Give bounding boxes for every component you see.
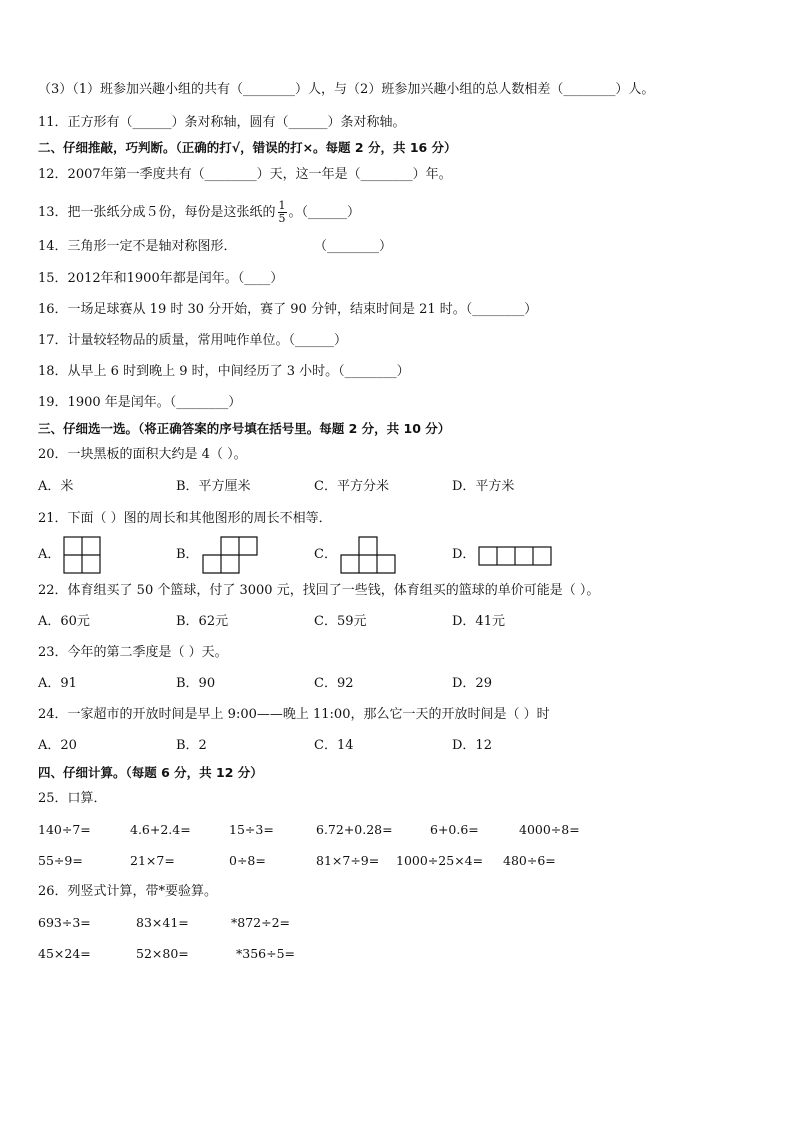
q22-option-a: A．60元 — [38, 614, 90, 629]
question-14-blank: （________） — [314, 239, 393, 254]
q23-option-c: C．92 — [314, 676, 354, 691]
oral-calc-item: 4.6+2.4= — [130, 822, 191, 837]
q24-option-d: D．12 — [452, 738, 492, 753]
q21-option-a: A． — [38, 547, 61, 562]
question-12: 12．2007年第一季度共有（________）天，这一年是（________）年。 — [38, 167, 452, 182]
question-13-text: 13．把一张纸分成５份，每份是这张纸的 — [38, 205, 276, 220]
q20-option-d: D．平方米 — [452, 479, 515, 494]
q24-option-b: B．2 — [176, 738, 207, 753]
section-3-heading: 三、仔细选一选。（将正确答案的序号填在括号里。每题 2 分，共 10 分） — [38, 421, 451, 436]
q21-option-b: B． — [176, 547, 199, 562]
oral-calc-item: 15÷3= — [229, 822, 274, 837]
q21-option-d: D． — [452, 547, 476, 562]
figure-a-square-grid — [63, 536, 101, 574]
question-24: 24．一家超市的开放时间是早上 9:00——晚上 11:00，那么它一天的开放时间是（ ）时 — [38, 707, 550, 722]
q24-option-c: C．14 — [314, 738, 354, 753]
q22-option-c: C．59元 — [314, 614, 367, 629]
oral-calc-item: 6.72+0.28= — [316, 822, 393, 837]
q20-option-a: A．米 — [38, 479, 74, 494]
question-14: 14．三角形一定不是轴对称图形． — [38, 239, 237, 254]
vertical-calc-item: 45×24= — [38, 946, 91, 961]
figure-c-t-shape — [340, 536, 396, 574]
q20-option-b: B．平方厘米 — [176, 479, 251, 494]
question-10-part-3: （3）（1）班参加兴趣小组的共有（________）人，与（2）班参加兴趣小组的总人数相差（________）人。 — [38, 82, 655, 97]
q20-option-c: C．平方分米 — [314, 479, 389, 494]
question-19: 19．1900 年是闰年。（________） — [38, 395, 242, 410]
oral-calc-item: 4000÷8= — [519, 822, 580, 837]
oral-calc-item: 21×7= — [130, 853, 175, 868]
question-26: 26．列竖式计算，带*要验算。 — [38, 884, 218, 899]
oral-calc-item: 140÷7= — [38, 822, 91, 837]
q24-option-a: A．20 — [38, 738, 77, 753]
q23-option-d: D．29 — [452, 676, 492, 691]
oral-calc-item: 55÷9= — [38, 853, 83, 868]
vertical-calc-item: *356÷5= — [236, 946, 296, 961]
oral-calc-item: 480÷6= — [503, 853, 556, 868]
fraction-one-fifth — [278, 200, 287, 225]
oral-calc-item: 6+0.6= — [430, 822, 479, 837]
oral-calc-item: 81×7÷9= — [316, 853, 380, 868]
q21-option-c: C． — [314, 547, 337, 562]
question-17: 17．计量较轻物品的质量，常用吨作单位。（______） — [38, 333, 348, 348]
question-20: 20．一块黑板的面积大约是 4（ ）。 — [38, 447, 247, 462]
vertical-calc-item: 83×41= — [136, 915, 189, 930]
fraction-denominator: 5 — [278, 212, 286, 225]
question-23: 23．今年的第二季度是（ ）天。 — [38, 645, 228, 660]
q22-option-d: D．41元 — [452, 614, 505, 629]
question-11: 11．正方形有（______）条对称轴，圆有（______）条对称轴。 — [38, 115, 406, 130]
vertical-calc-item: *872÷2= — [231, 915, 291, 930]
question-21: 21．下面（ ）图的周长和其他图形的周长不相等． — [38, 511, 332, 526]
figure-b-stepped-shape — [202, 536, 258, 574]
fraction-numerator: 1 — [278, 199, 286, 212]
figure-d-row-of-squares — [478, 546, 554, 568]
section-4-heading: 四、仔细计算。（每题 6 分，共 12 分） — [38, 765, 263, 780]
q23-option-b: B．90 — [176, 676, 216, 691]
question-22: 22．体育组买了 50 个篮球，付了 3000 元，找回了一些钱，体育组买的篮球的单价可能是（ ）。 — [38, 583, 600, 598]
question-13-blank: 。（______） — [288, 205, 361, 220]
vertical-calc-item: 52×80= — [136, 946, 189, 961]
section-2-heading: 二、仔细推敲，巧判断。（正确的打√，错误的打×。每题 2 分，共 16 分） — [38, 140, 457, 155]
q23-option-a: A．91 — [38, 676, 77, 691]
vertical-calc-item: 693÷3= — [38, 915, 91, 930]
oral-calc-item: 0÷8= — [229, 853, 266, 868]
oral-calc-item: 1000÷25×4= — [396, 853, 484, 868]
question-25: 25．口算． — [38, 791, 107, 806]
question-15: 15．2012年和1900年都是闰年。（____） — [38, 271, 284, 286]
question-16: 16．一场足球赛从 19 时 30 分开始，赛了 90 分钟，结束时间是 21 时。（________） — [38, 302, 538, 317]
question-13 — [38, 200, 360, 226]
question-18: 18．从早上 6 时到晚上 9 时，中间经历了 3 小时。（________） — [38, 364, 410, 379]
q22-option-b: B．62元 — [176, 614, 229, 629]
